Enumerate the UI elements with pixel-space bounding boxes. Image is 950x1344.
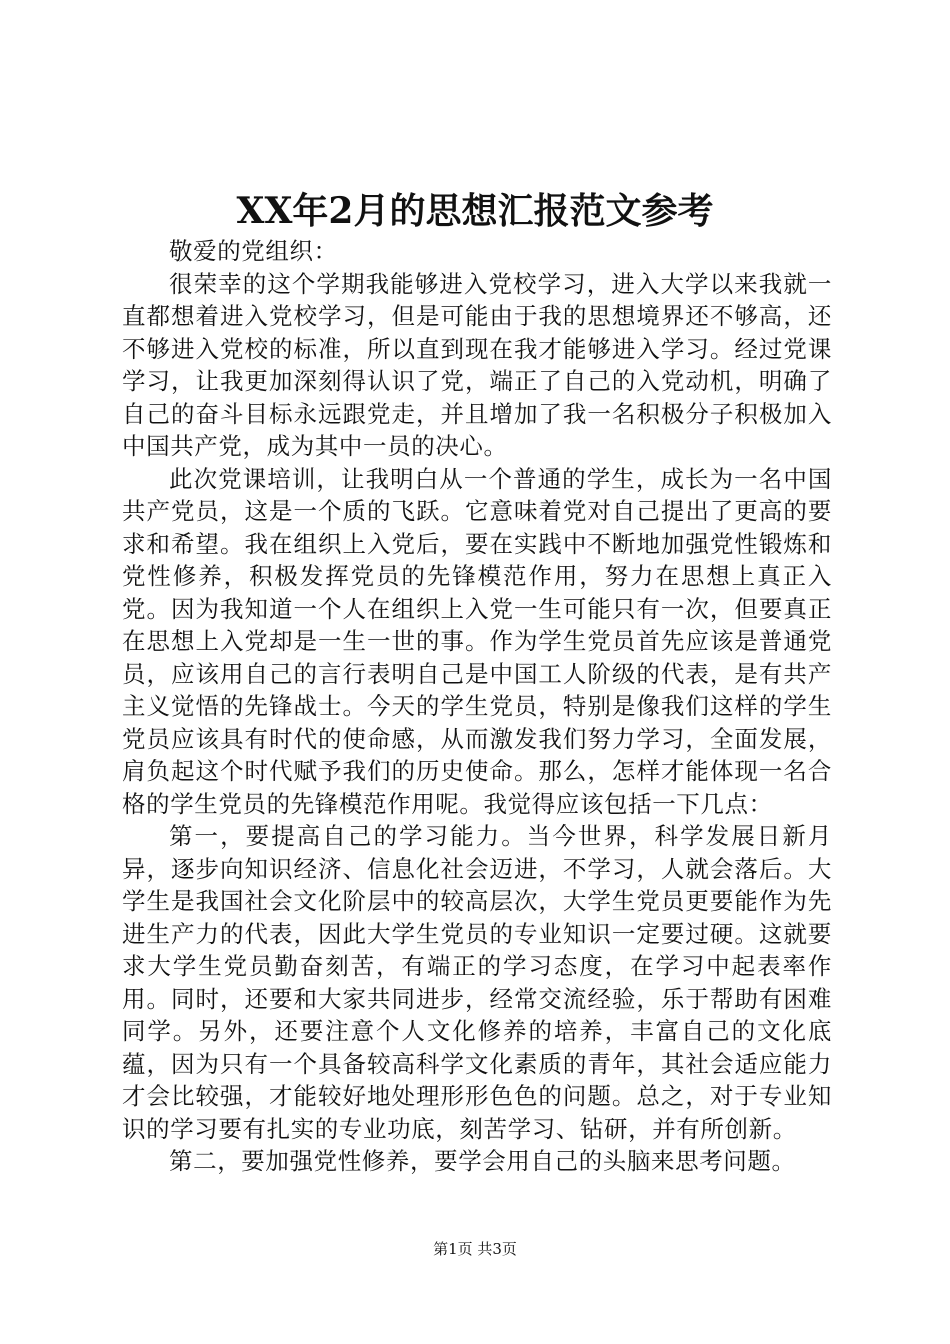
document-title: XX年2月的思想汇报范文参考 bbox=[236, 190, 714, 232]
document-body bbox=[122, 235, 832, 1178]
paragraph-1: 很荣幸的这个学期我能够进入党校学习，进入大学以来我就一直都想着进入党校学习，但是可能由于我的思想境界还不够高，还不够进入党校的标准，所以直到现在我才能够进入学习。经过党课学习，让我更加深刻得认识了党，端正了自己的入党动机，明确了自己的奋斗目标永远跟党走，并且增加了我一名积极分子积极加入中国共产党，成为其中一员的决心。 bbox=[122, 269, 832, 460]
paragraph-2: 此次党课培训，让我明白从一个普通的学生，成长为一名中国共产党员，这是一个质的飞跃。它意味着党对自己提出了更高的要求和希望。我在组织上入党后，要在实践中不断地加强党性锻炼和党性修养，积极发挥党员的先锋模范作用，努力在思想上真正入党。因为我知道一个人在组织上入党一生可能只有一次，但要真正在思想上入党却是一生一世的事。作为学生党员首先应该是普通党员，应该用自己的言行表明自己是中国工人阶级的代表，是有共产主义觉悟的先锋战士。今天的学生党员，特别是像我们这样的学生党员应该具有时代的使命感，从而激发我们努力学习，全面发展，肩负起这个时代赋予我们的历史使命。那么，怎样才能体现一名合格的学生党员的先锋模范作用呢。我觉得应该包括一下几点： bbox=[122, 464, 832, 818]
paragraph-4: 第二，要加强党性修养，要学会用自己的头脑来思考问题。 bbox=[169, 1147, 796, 1175]
page-number-footer: 第1页 共3页 bbox=[433, 1240, 517, 1258]
paragraph-3: 第一，要提高自己的学习能力。当今世界，科学发展日新月异，逐步向知识经济、信息化社会迈进，不学习，人就会落后。大学生是我国社会文化阶层中的较高层次，大学生党员更要能作为先进生产力的代表，因此大学生党员的专业知识一定要过硬。这就要求大学生党员勤奋刻苦，有端正的学习态度，在学习中起表率作用。同时，还要和大家共同进步，经常交流经验，乐于帮助有困难同学。另外，还要注意个人文化修养的培养，丰富自己的文化底蕴，因为只有一个具备较高科学文化素质的青年，其社会适应能力才会比较强，才能较好地处理形形色色的问题。总之，对于专业知识的学习要有扎实的专业功底，刻苦学习、钻研，并有所创新。 bbox=[122, 822, 832, 1143]
salutation: 敬爱的党组织： bbox=[169, 237, 338, 265]
